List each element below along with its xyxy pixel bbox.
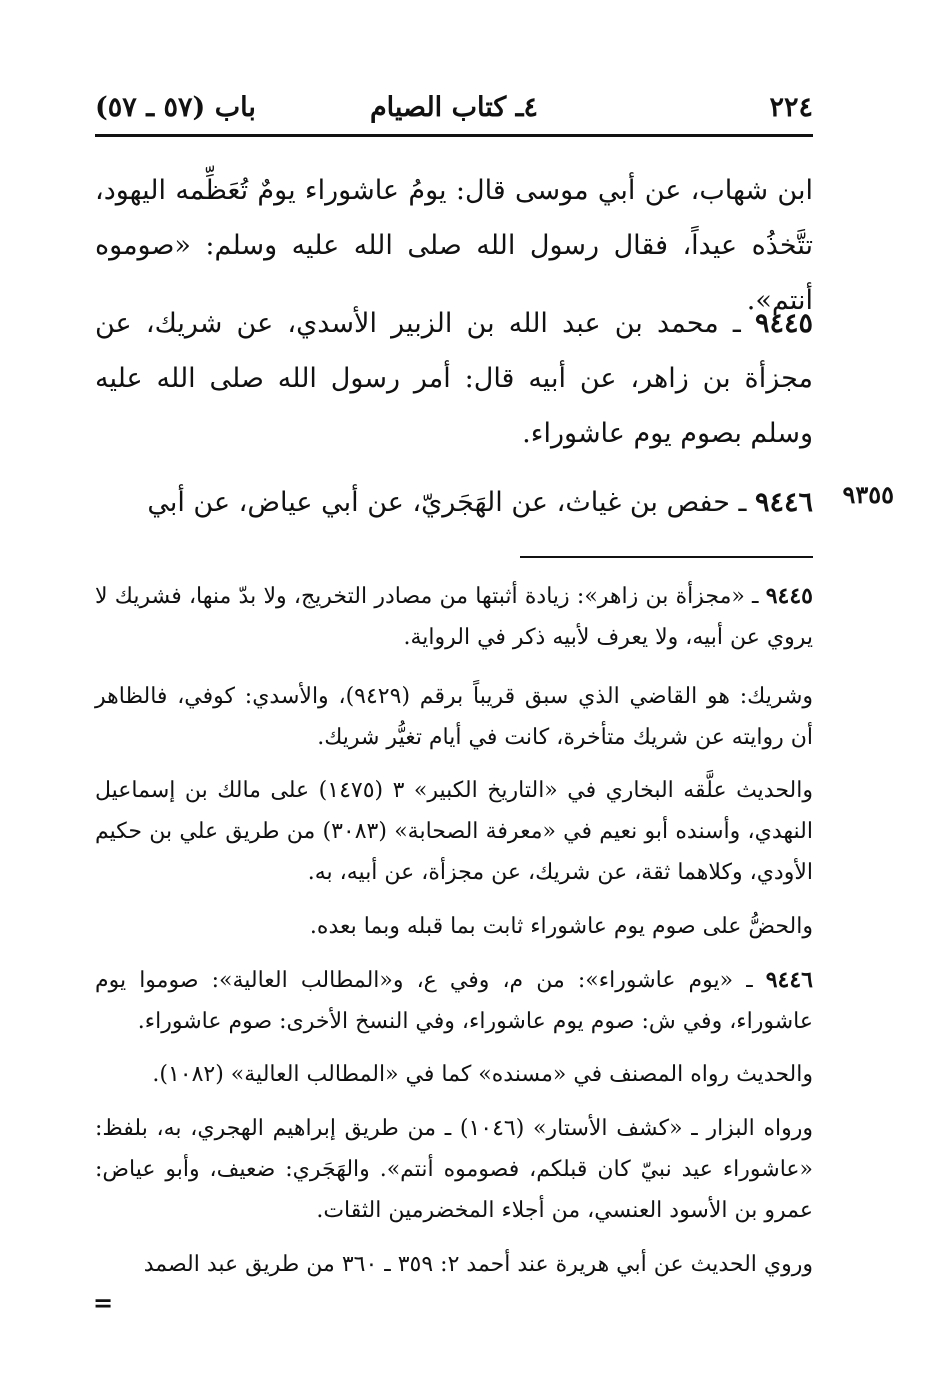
footnote-4	[95, 906, 813, 947]
footnote-separator	[520, 556, 813, 558]
footnote-3-text: والحديث علَّقه البخاري في «التاريخ الكبير» ٣ (١٤٧٥) على مالك بن إسماعيل النهدي، وأسنده أبو نعيم في «معرفة الصحابة» (٣٠٨٣) من طريق علي بن حكيم الأودي، وكلاهما ثقة، عن شريك، عن مجزأة، عن أبيه، به.	[95, 778, 813, 885]
footnote-5-text: ـ «يوم عاشوراء»: من م، وفي ع، و«المطالب العالية»: صوموا يوم عاشوراء، وفي ش: صوم يوم عاشوراء، وفي النسخ الأخرى: صوم عاشوراء.	[95, 968, 813, 1034]
page-header	[95, 92, 813, 132]
chapter-label: باب (٥٧ ـ ٥٧)	[95, 92, 256, 123]
book-title: ٤ـ كتاب الصيام	[369, 92, 539, 123]
footnote-1	[95, 576, 813, 658]
footnote-3	[95, 770, 813, 893]
main-paragraph-3	[95, 475, 813, 530]
margin-number: ٩٣٥٥	[842, 480, 894, 509]
hadith-number-9445: ٩٤٤٥	[754, 308, 813, 339]
footnote-7-text: ورواه البزار ـ «كشف الأستار» (١٠٤٦) ـ من طريق إبراهيم الهجري، به، بلفظ: «عاشوراء عيد نبيّ كان قبلكم، فصوموه أنتم». والهَجَري: ضعيف، وأبو عياض: عمرو بن الأسود العنسي، من أجلاء المخضرمين الثقات.	[95, 1116, 813, 1223]
footnote-8-text: وروي الحديث عن أبي هريرة عند أحمد ٢: ٣٥٩ ـ ٣٦٠ من طريق عبد الصمد	[143, 1252, 813, 1277]
page-number: ٢٢٤	[769, 92, 813, 123]
main-paragraph-2	[95, 296, 813, 461]
main-paragraph-2-text: ـ محمد بن عبد الله بن الزبير الأسدي، عن شريك، عن مجزأة بن زاهر، عن أبيه قال: أمر رسول الله صلى الله عليه وسلم بصوم يوم عاشوراء.	[95, 308, 813, 449]
hadith-number-9446: ٩٤٤٦	[754, 487, 813, 518]
footnote-5	[95, 960, 813, 1042]
footnote-6-text: والحديث رواه المصنف في «مسنده» كما في «المطالب العالية» (١٠٨٢).	[152, 1062, 813, 1087]
main-paragraph-1-text: ابن شهاب، عن أبي موسى قال: يومُ عاشوراء يومٌ تُعَظِّمه اليهود، تتَّخذُه عيداً، فقال رسول الله صلى الله عليه وسلم: «صوموه أنتم».	[95, 175, 813, 316]
footnote-6	[95, 1054, 813, 1095]
footnote-2-text: وشريك: هو القاضي الذي سبق قريباً برقم (٩٤٢٩)، والأسدي: كوفي، فالظاهر أن روايته عن شريك متأخرة، كانت في أيام تغيُّر شريك.	[95, 684, 814, 750]
footnote-8	[95, 1244, 813, 1285]
continuation-mark: =	[93, 1288, 114, 1317]
footnote-1-number: ٩٤٤٥	[765, 583, 813, 609]
footnote-1-text: ـ «مجزأة بن زاهر»: زيادة أثبتها من مصادر التخريج، ولا بدّ منها، فشريك لا يروي عن أبيه، ولا يعرف لأبيه ذكر في الرواية.	[95, 584, 813, 650]
main-paragraph-3-text: ـ حفص بن غياث، عن الهَجَريّ، عن أبي عياض، عن أبي	[147, 487, 755, 518]
footnote-2	[95, 676, 813, 758]
footnote-7	[95, 1108, 813, 1231]
footnote-4-text: والحضُّ على صوم يوم عاشوراء ثابت بما قبله وبما بعده.	[309, 914, 813, 939]
header-rule	[95, 134, 813, 137]
footnote-5-number: ٩٤٤٦	[765, 967, 813, 993]
